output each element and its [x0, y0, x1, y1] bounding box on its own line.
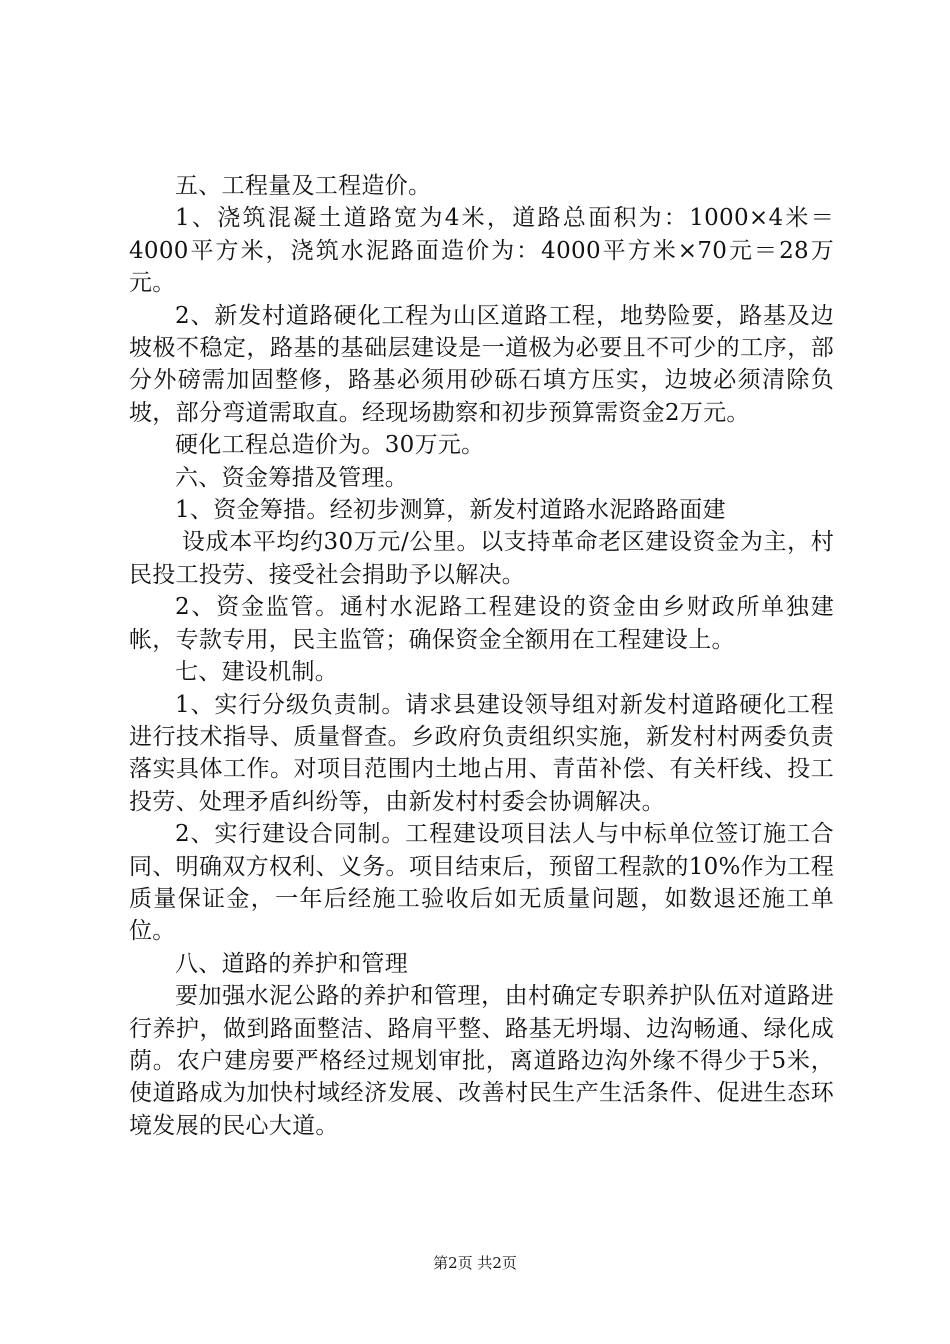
paragraph-fund-raising-cont: 设成本平均约30万元/公里。以支持革命老区建设资金为主，村民投工投劳、接受社会捐助予以解决。 [129, 529, 834, 588]
section-heading-8: 八、道路的养护和管理 [175, 950, 408, 977]
paragraph-fund-supervision: 2、资金监管。通村水泥路工程建设的资金由乡财政所单独建帐，专款专用，民主监管；确保资金全额用在工程建设上。 [129, 594, 834, 653]
paragraph-roadbed-works: 2、新发村道路硬化工程为山区道路工程，地势险要，路基及边坡极不稳定，路基的基础层建设是一道极为必要且不可少的工序，部分外磅需加固整修，路基必须用砂砾石填方压实，边坡必须清除负坡，部分弯道需取直。经现场勘察和初步预算需资金2万元。 [129, 302, 834, 426]
paragraph-contract-system: 2、实行建设合同制。工程建设项目法人与中标单位签订施工合同、明确双方权利、义务。项目结束后，预留工程款的10%作为工程质量保证金，一年后经施工验收后如无质量问题，如数退还施工单位。 [129, 821, 834, 945]
section-heading-6: 六、资金筹措及管理。 [175, 464, 408, 491]
paragraph-fund-raising: 1、资金筹措。经初步测算，新发村道路水泥路路面建 [175, 497, 726, 524]
section-heading-7: 七、建设机制。 [175, 659, 339, 686]
paragraph-total-cost: 硬化工程总造价为。30万元。 [175, 432, 485, 459]
section-heading-5: 五、工程量及工程造价。 [175, 173, 432, 199]
paragraph-responsibility-system: 1、实行分级负责制。请求县建设领导组对新发村道路硬化工程进行技术指导、质量督查。乡政府负责组织实施，新发村村两委负责落实具体工作。对项目范围内土地占用、青苗补偿、有关杆线、投工投劳、处理矛盾纠纷等，由新发村村委会协调解决。 [129, 691, 834, 815]
paragraph-concrete-cost: 1、浇筑混凝土道路宽为4米，道路总面积为：1000×4米＝4000平方米，浇筑水泥路面造价为：4000平方米×70元＝28万元。 [129, 205, 834, 297]
document-body [129, 170, 834, 1142]
paragraph-maintenance: 要加强水泥公路的养护和管理，由村确定专职养护队伍对道路进行养护，做到路面整洁、路肩平整、路基无坍塌、边沟畅通、绿化成荫。农户建房要严格经过规划审批，离道路边沟外缘不得少于5米，使道路成为加快村域经济发展、改善村民生产生活条件、促进生态环境发展的民心大道。 [129, 983, 834, 1139]
page-number-footer: 第2页 共2页 [433, 1254, 517, 1272]
